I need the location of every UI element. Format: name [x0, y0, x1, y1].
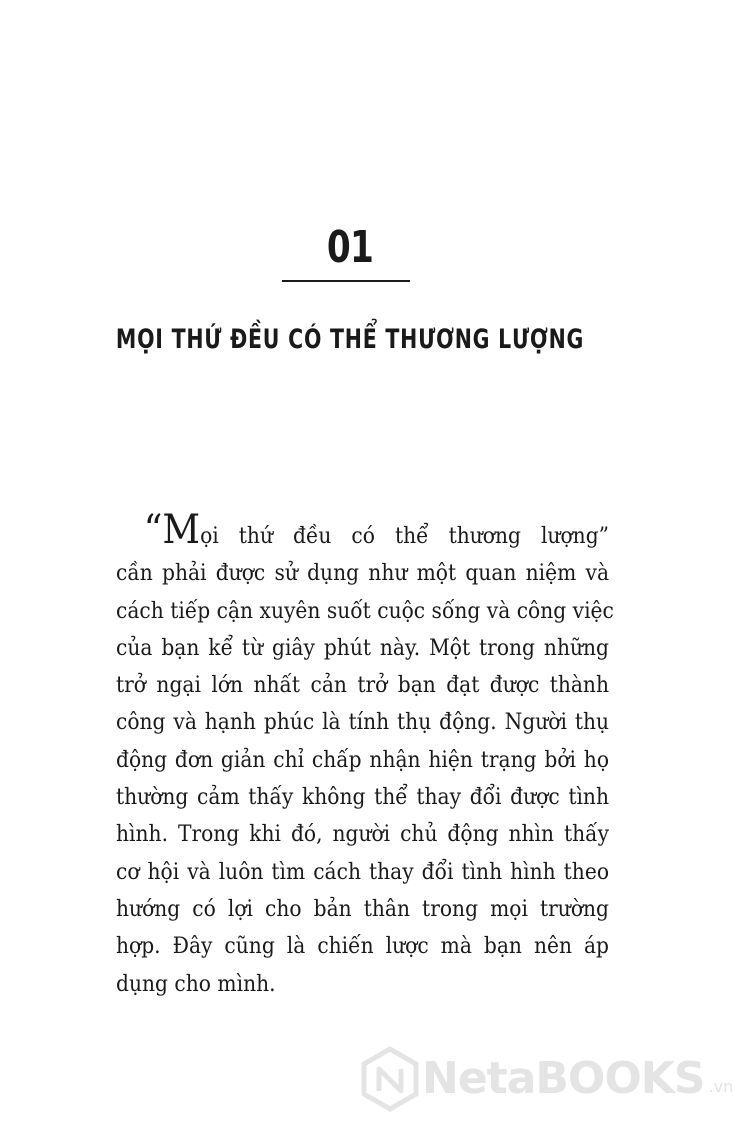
watermark-brand: NetaBOOKS	[422, 1053, 705, 1104]
body-paragraph	[116, 507, 614, 1003]
body-line-10: cơ hội và luôn tìm cách thay đổi tình hình theo	[116, 859, 610, 885]
body-line-text: ọi thứ đều có thể thương lượng”	[200, 524, 610, 549]
chapter-title: MỌI THỨ ĐỀU CÓ THỂ THƯƠNG LƯỢNG	[115, 324, 585, 355]
chapter-divider	[282, 280, 410, 282]
body-line-2: cần phải được sử dụng như một quan niệm và	[116, 561, 610, 587]
body-line-12: hợp. Đây cũng là chiến lược mà bạn nên áp	[116, 934, 610, 960]
body-line-1	[116, 507, 610, 555]
watermark	[362, 1044, 733, 1114]
body-line-13: dụng cho mình.	[116, 971, 276, 997]
body-line-9: hình. Trong khi đó, người chủ động nhìn thấy	[116, 822, 610, 848]
body-line-5: trở ngại lớn nhất cản trở bạn đạt được thành	[116, 673, 610, 699]
body-line-6: công và hạnh phúc là tính thụ động. Người thụ	[116, 710, 610, 736]
body-line-11: hướng có lợi cho bản thân trong mọi trường	[116, 896, 610, 922]
drop-cap: M	[162, 507, 201, 553]
body-line-8: thường cảm thấy không thể thay đổi được tình	[116, 785, 610, 811]
opening-quote: “	[143, 507, 163, 553]
netabooks-logo-icon	[362, 1047, 418, 1111]
watermark-suffix: .vn	[708, 1077, 733, 1096]
body-line-3: cách tiếp cận xuyên suốt cuộc sống và công việc	[116, 598, 614, 624]
chapter-number: 01	[326, 222, 374, 273]
body-line-4: của bạn kể từ giây phút này. Một trong những	[116, 635, 610, 661]
body-line-7: động đơn giản chỉ chấp nhận hiện trạng bởi họ	[116, 747, 610, 773]
